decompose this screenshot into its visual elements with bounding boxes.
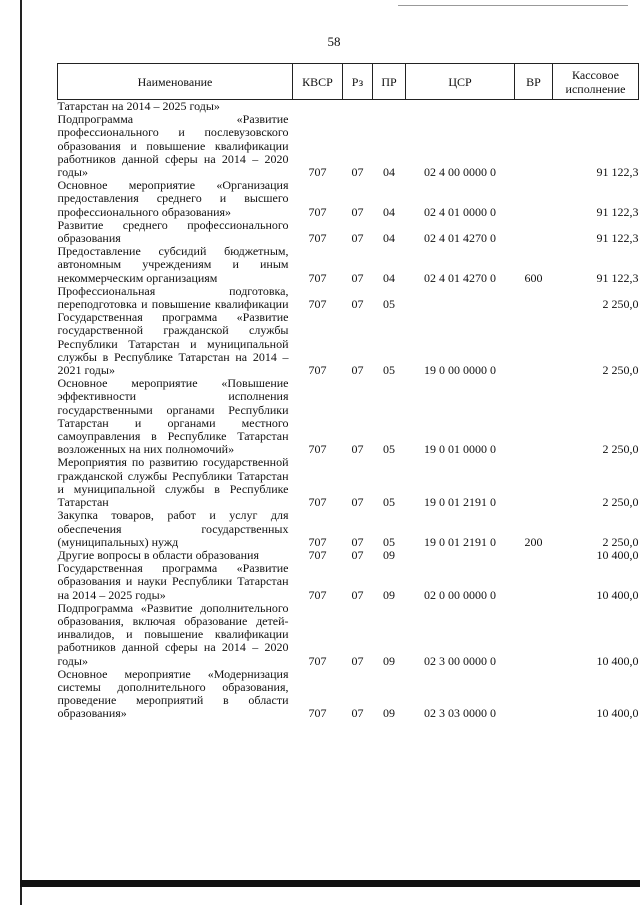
table-row xyxy=(58,245,639,285)
table-row xyxy=(58,509,639,549)
scan-left-edge xyxy=(20,0,22,905)
row-kvsr: 707 xyxy=(308,706,327,721)
row-csr: 19 0 01 0000 0 xyxy=(424,442,496,457)
row-name: Закупка товаров, работ и услуг для обеспечения государственных (муниципальных) нужд xyxy=(57,508,289,549)
scan-bottom-edge xyxy=(20,880,640,887)
row-kvsr xyxy=(293,100,343,114)
row-pr: 05 xyxy=(383,363,395,378)
row-pr: 05 xyxy=(383,534,395,549)
row-kvsr: 707 xyxy=(308,363,327,378)
row-vr xyxy=(515,285,553,311)
row-rz: 07 xyxy=(351,165,364,180)
row-csr: 02 4 01 4270 0 xyxy=(424,231,496,246)
row-name: Основное мероприятие «Организация предоставления среднего и высшего профессионального образования» xyxy=(57,178,289,219)
row-csr xyxy=(406,549,515,562)
row-pr: 05 xyxy=(383,442,395,457)
table-row xyxy=(58,100,639,114)
table-row xyxy=(58,668,639,721)
row-pr: 09 xyxy=(383,653,395,668)
row-pr: 05 xyxy=(383,495,395,510)
row-kvsr: 707 xyxy=(308,165,327,180)
row-rz: 07 xyxy=(351,495,364,510)
row-pr: 04 xyxy=(383,165,395,180)
row-csr xyxy=(406,285,515,311)
row-kvsr: 707 xyxy=(308,231,327,246)
row-name: Основное мероприятие «Модернизация системы дополнительного образования, проведение мероприятий в области образования» xyxy=(57,666,289,721)
row-vr xyxy=(515,219,553,245)
row-kvsr: 707 xyxy=(308,204,327,219)
table-row xyxy=(58,179,639,219)
row-csr: 02 3 00 0000 0 xyxy=(424,653,496,668)
row-rz: 07 xyxy=(351,204,364,219)
row-amount: 10 400,0 xyxy=(596,547,639,562)
table-row xyxy=(58,285,639,311)
row-csr: 02 4 01 0000 0 xyxy=(424,204,496,219)
row-name: Государственная программа «Развитие образования и науки Республики Татарстан на 2014 – 2025 годы» xyxy=(57,561,289,602)
row-amount: 91 122,3 xyxy=(596,204,639,219)
row-kvsr: 707 xyxy=(308,547,327,562)
row-rz xyxy=(343,100,373,114)
row-amount: 2 250,0 xyxy=(602,442,639,457)
table-row xyxy=(58,377,639,456)
row-name: Подпрограмма «Развитие дополнительного образования, включая образование детей-инвалидов, и повышение квалификации работников данной сферы на 2014 – 2020 годы» xyxy=(57,600,289,668)
row-rz: 07 xyxy=(351,231,364,246)
row-pr xyxy=(373,100,406,114)
row-kvsr: 707 xyxy=(308,534,327,549)
row-csr: 02 4 01 4270 0 xyxy=(424,270,496,285)
row-name: Подпрограмма «Развитие профессионального и послевузовского образования и повышение квалификации работников данной сферы на 2014 – 2020 годы» xyxy=(57,112,289,180)
row-name: Татарстан на 2014 – 2025 годы» xyxy=(57,99,220,113)
table-row xyxy=(58,456,639,509)
row-kvsr: 707 xyxy=(308,270,327,285)
row-pr: 09 xyxy=(383,547,395,562)
table-row xyxy=(58,311,639,377)
row-rz: 07 xyxy=(351,297,364,312)
row-csr: 02 3 03 0000 0 xyxy=(424,706,496,721)
row-csr: 19 0 01 2191 0 xyxy=(424,495,496,510)
row-kvsr: 707 xyxy=(308,587,327,602)
row-amount xyxy=(553,100,639,114)
row-amount: 2 250,0 xyxy=(602,534,639,549)
row-csr: 19 0 01 2191 0 xyxy=(424,534,496,549)
row-rz: 07 xyxy=(351,442,364,457)
header-csr: ЦСР xyxy=(406,64,515,100)
row-rz: 07 xyxy=(351,363,364,378)
row-rz: 07 xyxy=(351,587,364,602)
row-vr xyxy=(515,602,553,668)
row-vr: 600 xyxy=(524,270,543,285)
row-amount: 2 250,0 xyxy=(602,495,639,510)
row-rz: 07 xyxy=(351,653,364,668)
row-name: Основное мероприятие «Повышение эффективности исполнения государственными органами Республики Татарстан и органами местного самоуправления в Республике Татарстан возложенных на них полномочий» xyxy=(57,376,289,457)
row-vr: 200 xyxy=(524,534,543,549)
budget-table xyxy=(57,63,639,721)
row-vr xyxy=(515,311,553,377)
row-kvsr: 707 xyxy=(308,495,327,510)
row-name: Другие вопросы в области образования xyxy=(57,547,259,562)
row-name: Профессиональная подготовка, переподготовка и повышение квалификации xyxy=(57,283,289,312)
row-vr xyxy=(515,456,553,509)
row-amount: 10 400,0 xyxy=(596,653,639,668)
row-csr xyxy=(406,100,515,114)
row-amount: 91 122,3 xyxy=(596,165,639,180)
row-pr: 05 xyxy=(383,297,395,312)
row-kvsr: 707 xyxy=(308,653,327,668)
row-kvsr: 707 xyxy=(308,297,327,312)
row-pr: 04 xyxy=(383,270,395,285)
table-row xyxy=(58,113,639,179)
row-pr: 04 xyxy=(383,204,395,219)
row-vr xyxy=(515,562,553,602)
row-csr: 02 4 00 0000 0 xyxy=(424,165,496,180)
row-rz: 07 xyxy=(351,534,364,549)
header-vr: ВР xyxy=(515,64,553,100)
header-rz: Рз xyxy=(343,64,373,100)
row-rz: 07 xyxy=(351,547,364,562)
row-name: Мероприятия по развитию государственной гражданской службы Республики Татарстан и муниципальной службы в Республике Татарстан xyxy=(57,455,289,510)
page-number: 58 xyxy=(327,34,341,49)
header-pr: ПР xyxy=(373,64,406,100)
row-name: Государственная программа «Развитие государственной гражданской службы Республики Татарстан и муниципальной службы в Республике Татарстан на 2014 – 2021 годы» xyxy=(57,310,289,378)
row-name: Предоставление субсидий бюджетным, автономным учреждениям и иным некоммерческим организациям xyxy=(57,244,289,285)
row-pr: 09 xyxy=(383,587,395,602)
row-pr: 04 xyxy=(383,231,395,246)
row-vr xyxy=(515,549,553,562)
table-row xyxy=(58,562,639,602)
row-kvsr: 707 xyxy=(308,442,327,457)
row-vr xyxy=(515,668,553,721)
row-rz: 07 xyxy=(351,706,364,721)
row-vr xyxy=(515,179,553,219)
row-vr xyxy=(515,113,553,179)
row-amount: 10 400,0 xyxy=(596,706,639,721)
row-amount: 2 250,0 xyxy=(602,297,639,312)
row-amount: 91 122,3 xyxy=(596,270,639,285)
row-rz: 07 xyxy=(351,270,364,285)
table-header-row xyxy=(58,64,639,100)
row-csr: 19 0 00 0000 0 xyxy=(424,363,496,378)
table-row xyxy=(58,219,639,245)
row-amount: 91 122,3 xyxy=(596,231,639,246)
row-amount: 2 250,0 xyxy=(602,363,639,378)
row-vr xyxy=(515,377,553,456)
header-name: Наименование xyxy=(58,64,293,100)
row-vr xyxy=(515,100,553,114)
row-pr: 09 xyxy=(383,706,395,721)
row-name: Развитие среднего профессионального образования xyxy=(57,217,289,246)
table-row xyxy=(58,602,639,668)
header-amount: Кассовое исполнение xyxy=(553,64,639,100)
row-amount: 10 400,0 xyxy=(596,587,639,602)
header-kvsr: КВСР xyxy=(293,64,343,100)
row-csr: 02 0 00 0000 0 xyxy=(424,587,496,602)
top-rule xyxy=(398,5,628,6)
